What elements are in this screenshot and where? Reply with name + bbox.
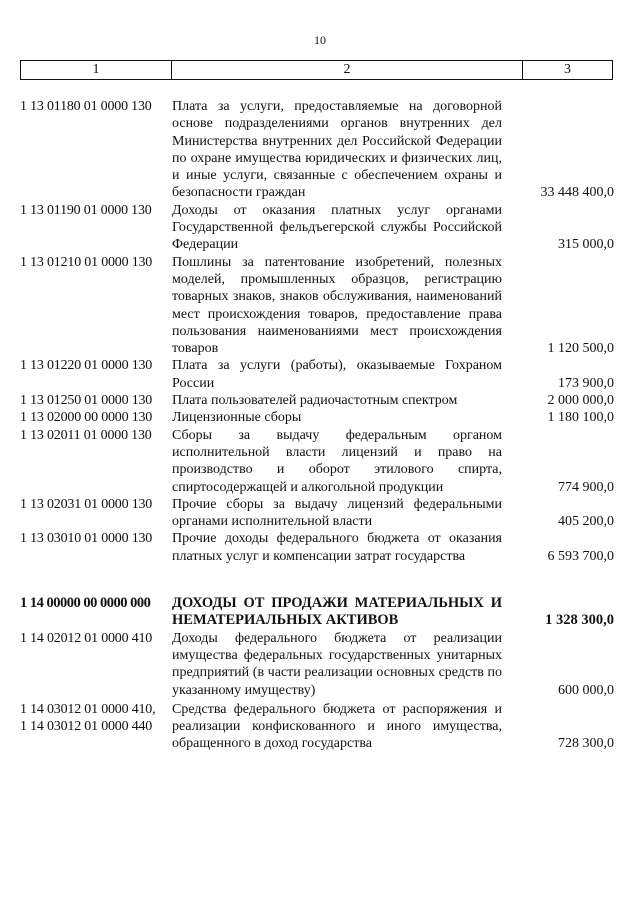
row-code: 1 13 02011 01 0000 130 <box>20 427 152 443</box>
row-amount: 1 120 500,0 <box>547 341 614 357</box>
section-spacer <box>20 565 614 595</box>
row-amount: 405 200,0 <box>558 514 614 530</box>
row-description: Прочие доходы федерального бюджета от оказания платных услуг и компенсации затрат государства <box>172 531 502 564</box>
row-description: Доходы от оказания платных услуг органами Государственной фельдъегерской службы Российской Федерации <box>172 202 502 253</box>
row-description: Плата пользователей радиочастотным спектром <box>172 393 458 409</box>
row-amount: 600 000,0 <box>558 682 614 698</box>
row-code: 1 13 01210 01 0000 130 <box>20 254 153 270</box>
row-amount: 1 180 100,0 <box>547 410 614 426</box>
header-col-2: 2 <box>172 61 523 79</box>
table-header <box>20 60 613 80</box>
row-code: 1 13 01180 01 0000 130 <box>20 99 152 114</box>
row-code: 1 13 02031 01 0000 130 <box>20 496 153 512</box>
row-code-secondary: 1 14 03012 01 0000 440 <box>20 719 153 735</box>
row-amount: 728 300,0 <box>558 736 614 752</box>
row-description: Средства федерального бюджета от распоряжения и реализации конфискованного и иного имущества, обращенного в доход государства <box>172 701 502 752</box>
row-code: 1 13 01250 01 0000 130 <box>20 393 153 409</box>
row-amount: 33 448 400,0 <box>540 185 614 201</box>
section-amount: 1 328 300,0 <box>545 612 614 629</box>
row-description: Прочие сборы за выдачу лицензий федеральными органами исполнительной власти <box>172 496 502 530</box>
row-code: 1 14 02012 01 0000 410 <box>20 630 153 646</box>
table-row <box>20 427 614 496</box>
row-description: Плата за услуги (работы), оказываемые Гохраном России <box>172 358 502 391</box>
table-row <box>20 357 614 392</box>
row-description: Доходы федерального бюджета от реализации имущества федеральных государственных унитарных предприятий (в части реализации основных средств по указанному имуществу) <box>172 630 502 698</box>
table-row <box>20 409 614 426</box>
row-codes <box>20 701 172 753</box>
row-code: 1 13 01220 01 0000 130 <box>20 358 153 374</box>
section-title: ДОХОДЫ ОТ ПРОДАЖИ МАТЕРИАЛЬНЫХ И НЕМАТЕРИАЛЬНЫХ АКТИВОВ <box>172 595 502 629</box>
row-code: 1 13 03010 01 0000 130 <box>20 531 153 547</box>
row-amount: 173 900,0 <box>558 375 614 391</box>
table-body <box>20 98 614 753</box>
page-number: 10 <box>314 33 326 47</box>
table-row <box>20 254 614 358</box>
section-code: 1 14 00000 00 0000 000 <box>20 595 151 612</box>
row-description: Плата за услуги, предоставляемые на договорной основе подразделениями органов внутренних дел Министерства внутренних дел Российской Федерации по охране имущества юридических и физических лиц, и иные услуги, связанные с обеспечением охраны и безопасности граждан <box>172 99 502 201</box>
row-description: Лицензионные сборы <box>172 410 302 426</box>
row-amount: 774 900,0 <box>558 479 614 495</box>
table-row <box>20 701 614 753</box>
table-row <box>20 392 614 409</box>
row-amount: 6 593 700,0 <box>547 548 614 564</box>
row-description: Пошлины за патентование изобретений, полезных моделей, промышленных образцов, регистрацию товарных знаков, знаков обслуживания, наименований мест происхождения товаров, предоставление права пользования наименованиями мест происхождения товаров <box>172 254 502 357</box>
table-row <box>20 496 614 531</box>
row-amount: 2 000 000,0 <box>547 393 614 409</box>
row-description: Сборы за выдачу федеральным органом исполнительной власти лицензий и право на производство и оборот этилового спирта, спиртосодержащей и алкогольной продукции <box>172 427 502 495</box>
header-col-1: 1 <box>21 61 172 79</box>
header-col-3: 3 <box>564 62 571 77</box>
table-row <box>20 530 614 565</box>
row-code: 1 13 02000 00 0000 130 <box>20 410 153 426</box>
row-code: 1 14 03012 01 0000 410, <box>20 701 156 717</box>
table-row <box>20 630 614 699</box>
table-row <box>20 98 614 202</box>
table-row <box>20 202 614 254</box>
row-code: 1 13 01190 01 0000 130 <box>20 202 152 218</box>
section-row <box>20 595 614 630</box>
row-amount: 315 000,0 <box>558 237 614 253</box>
